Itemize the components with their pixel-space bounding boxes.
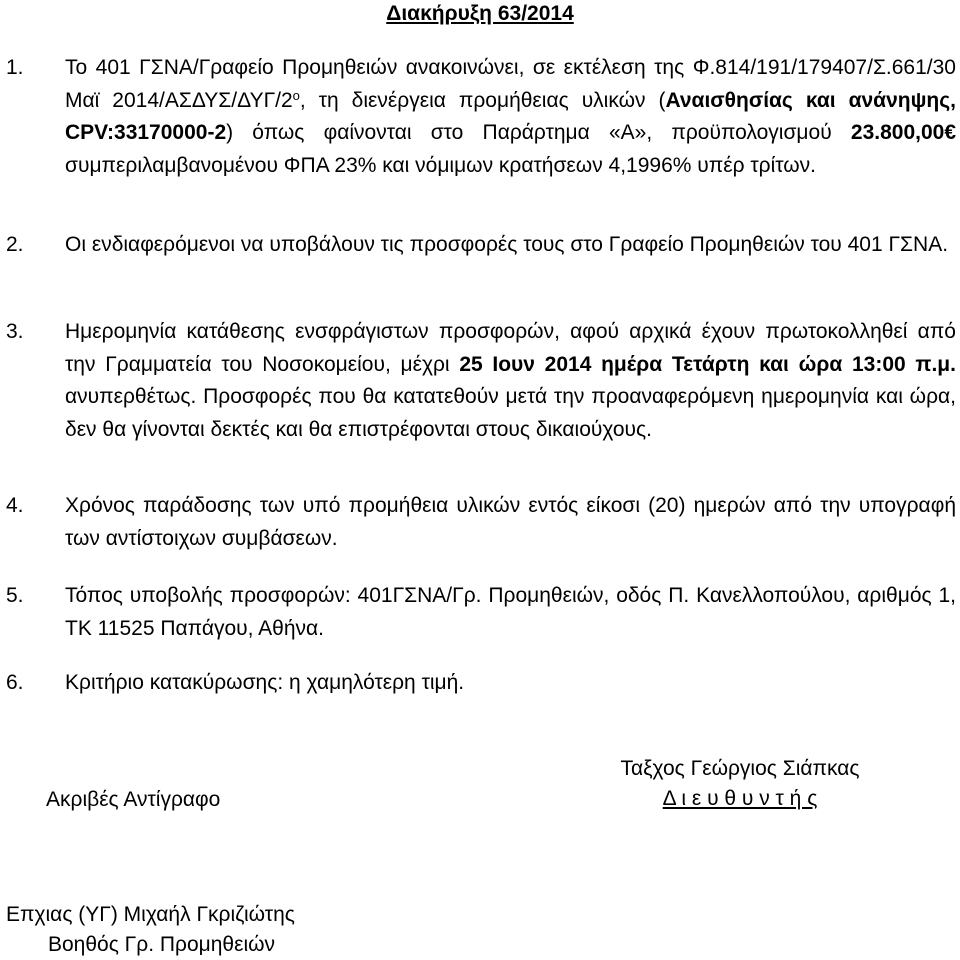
paragraph-number: 4. xyxy=(6,494,24,517)
paragraph-text: , τη διενέργεια προμήθειας υλικών ( xyxy=(299,88,666,112)
paragraph-number: 2. xyxy=(6,233,24,256)
paragraph-text: Το 401 ΓΣΝΑ/Γραφείο Προμηθειών ανακοινώνει, σε εκτέλεση της Φ.814/191/179407/Σ.661/30 Μαϊ 2014/ΑΣΔΥΣ/ΔΥΓ/2 xyxy=(65,56,956,112)
paragraph-text: Τόπος υποβολής προσφορών: 401ΓΣΝΑ/Γρ. Προμηθειών, οδός Π. Κανελλοπούλου, αριθμός 1, ΤΚ 11525 Παπάγου, Αθήνα. xyxy=(65,584,956,640)
paragraph-text: ) όπως φαίνονται στο Παράρτημα «Α», προϋπολογισμού xyxy=(226,121,851,144)
paragraph-number: 5. xyxy=(6,584,24,607)
paragraph-text: Χρόνος παράδοσης των υπό προμήθεια υλικών εντός είκοσι (20) ημερών από την υπογραφή των αντίστοιχων συμβάσεων. xyxy=(65,494,956,550)
assistant-title: Βοηθός Γρ. Προμηθειών xyxy=(48,933,276,956)
paragraph-text: συμπεριλαμβανομένου ΦΠΑ 23% και νόμιμων κρατήσεων 4,1996% υπέρ τρίτων. xyxy=(65,153,817,177)
bold-text: 23.800,00€ xyxy=(850,121,956,144)
paragraph-text: Ημερομηνία κατάθεσης ενσφράγιστων προσφορών, αφού αρχικά έχουν πρωτοκολληθεί από την Γραμματεία του Νοσοκομείου, μέχρι xyxy=(65,320,956,376)
director-block xyxy=(580,754,900,814)
assistant-name: Επχιας (ΥΓ) Μιχαήλ Γκριζιώτης xyxy=(6,903,295,926)
paragraph-text: ανυπερθέτως. Προσφορές που θα κατατεθούν μετά την προαναφερόμενη ημερομηνία και ώρα, δεν θα γίνονται δεκτές και θα επιστρέφονται στους δικαιούχους. xyxy=(65,385,956,441)
director-name: Ταξχος Γεώργιος Σιάπκας xyxy=(620,757,860,780)
paragraph-3 xyxy=(6,316,956,446)
true-copy-label: Ακριβές Αντίγραφο xyxy=(46,788,221,811)
paragraph-4 xyxy=(6,490,956,555)
bold-text: 25 Ιουν 2014 ημέρα Τετάρτη και ώρα 13:00 π.μ. xyxy=(459,352,956,376)
paragraph-2 xyxy=(6,229,956,262)
assistant-block xyxy=(6,900,356,960)
paragraph-text: Οι ενδιαφερόμενοι να υποβάλουν τις προσφορές τους στο Γραφείο Προμηθειών του 401 ΓΣΝΑ. xyxy=(65,233,949,256)
paragraph-number: 3. xyxy=(6,320,24,343)
paragraph-5 xyxy=(6,580,956,645)
director-title: Δ ι ε υ θ υ ν τ ή ς xyxy=(662,787,818,810)
paragraph-text: ο xyxy=(292,87,300,103)
paragraph-number: 1. xyxy=(6,56,24,79)
document-title: Διακήρυξη 63/2014 xyxy=(386,2,574,25)
paragraph-text: Κριτήριο κατακύρωσης: η χαμηλότερη τιμή. xyxy=(65,671,465,694)
paragraph-6 xyxy=(6,667,956,700)
paragraph-1 xyxy=(6,52,956,182)
paragraph-number: 6. xyxy=(6,671,24,694)
bold-text: Αναισθησίας και ανάνηψης, CPV:33170000-2 xyxy=(65,88,956,144)
